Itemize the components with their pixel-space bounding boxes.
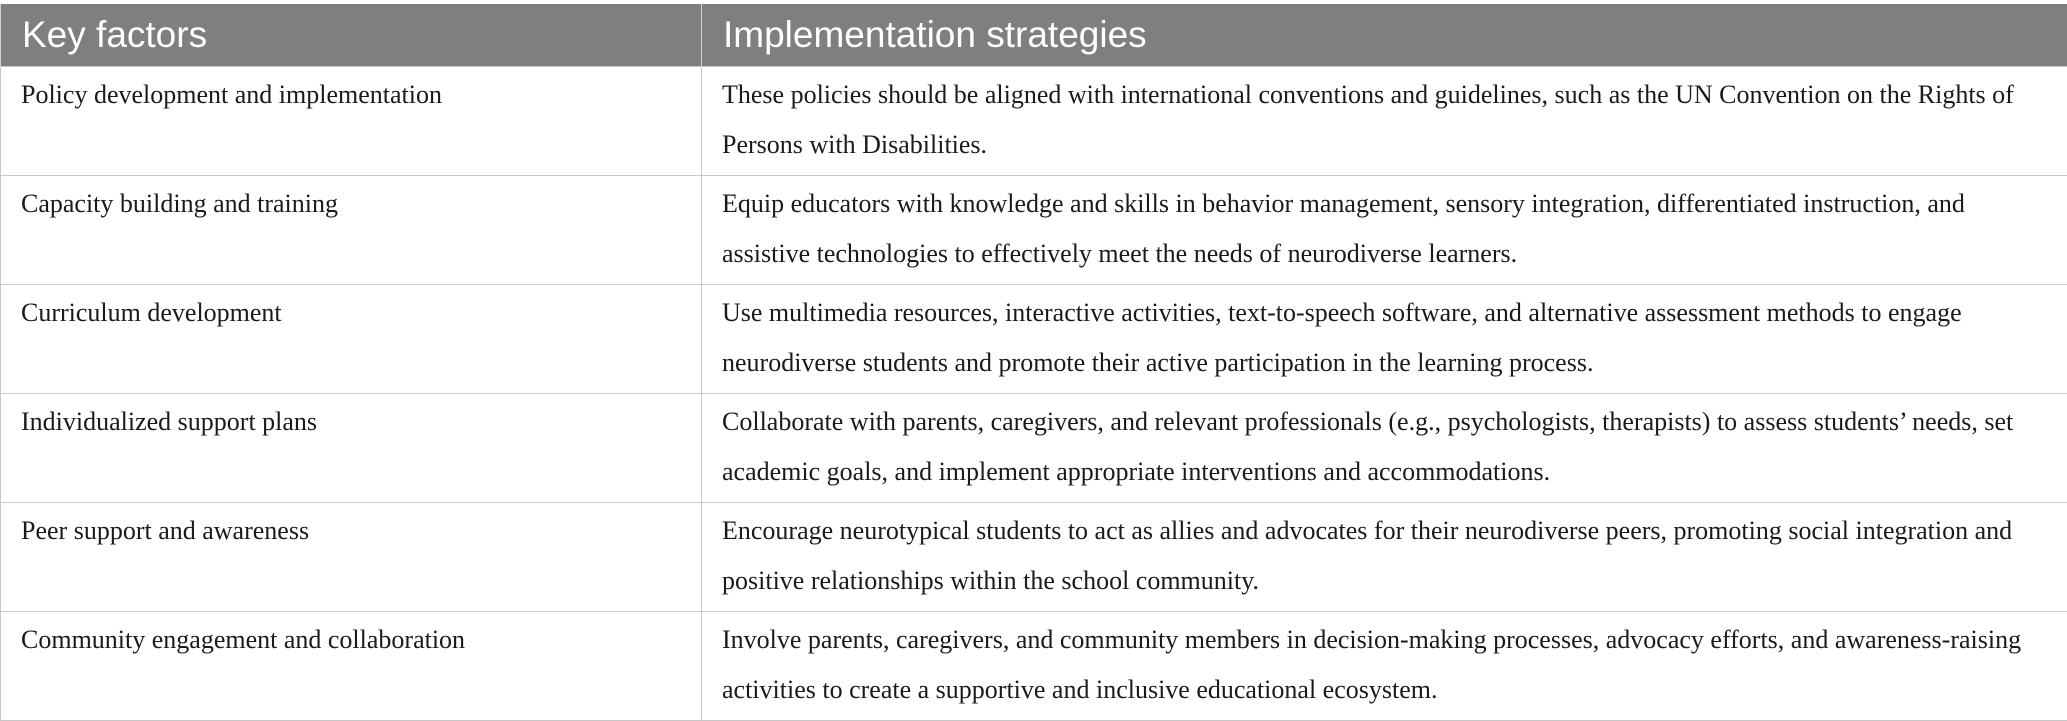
strategy-cell: Use multimedia resources, interactive activities, text-to-speech software, and alternative assessment methods to engage neurodiverse students and promote their active participation in the learning process. <box>702 285 2067 394</box>
strategies-table <box>0 4 2067 721</box>
key-factor-cell: Peer support and awareness <box>1 503 702 612</box>
header-key-factors: Key factors <box>1 4 702 67</box>
table-row <box>1 394 2067 503</box>
table-row <box>1 67 2067 176</box>
strategy-cell: Collaborate with parents, caregivers, and relevant professionals (e.g., psychologists, therapists) to assess students’ needs, set academic goals, and implement appropriate interventions and accommodations. <box>702 394 2067 503</box>
key-factor-cell: Community engagement and collaboration <box>1 612 702 721</box>
strategy-cell: Encourage neurotypical students to act as allies and advocates for their neurodiverse peers, promoting social integration and positive relationships within the school community. <box>702 503 2067 612</box>
strategy-cell: Equip educators with knowledge and skills in behavior management, sensory integration, differentiated instruction, and assistive technologies to effectively meet the needs of neurodiverse learners. <box>702 176 2067 285</box>
table-row <box>1 503 2067 612</box>
header-implementation-strategies: Implementation strategies <box>702 4 2067 67</box>
key-factor-cell: Curriculum development <box>1 285 702 394</box>
key-factor-cell: Capacity building and training <box>1 176 702 285</box>
key-factor-cell: Policy development and implementation <box>1 67 702 176</box>
key-factor-cell: Individualized support plans <box>1 394 702 503</box>
strategies-table-container <box>0 4 2067 721</box>
table-row <box>1 176 2067 285</box>
table-row <box>1 285 2067 394</box>
strategy-cell: These policies should be aligned with international conventions and guidelines, such as the UN Convention on the Rights of Persons with Disabilities. <box>702 67 2067 176</box>
table-header-row <box>1 4 2067 67</box>
strategy-cell: Involve parents, caregivers, and community members in decision-making processes, advocacy efforts, and awareness-raising activities to create a supportive and inclusive educational ecosystem. <box>702 612 2067 721</box>
table-row <box>1 612 2067 721</box>
